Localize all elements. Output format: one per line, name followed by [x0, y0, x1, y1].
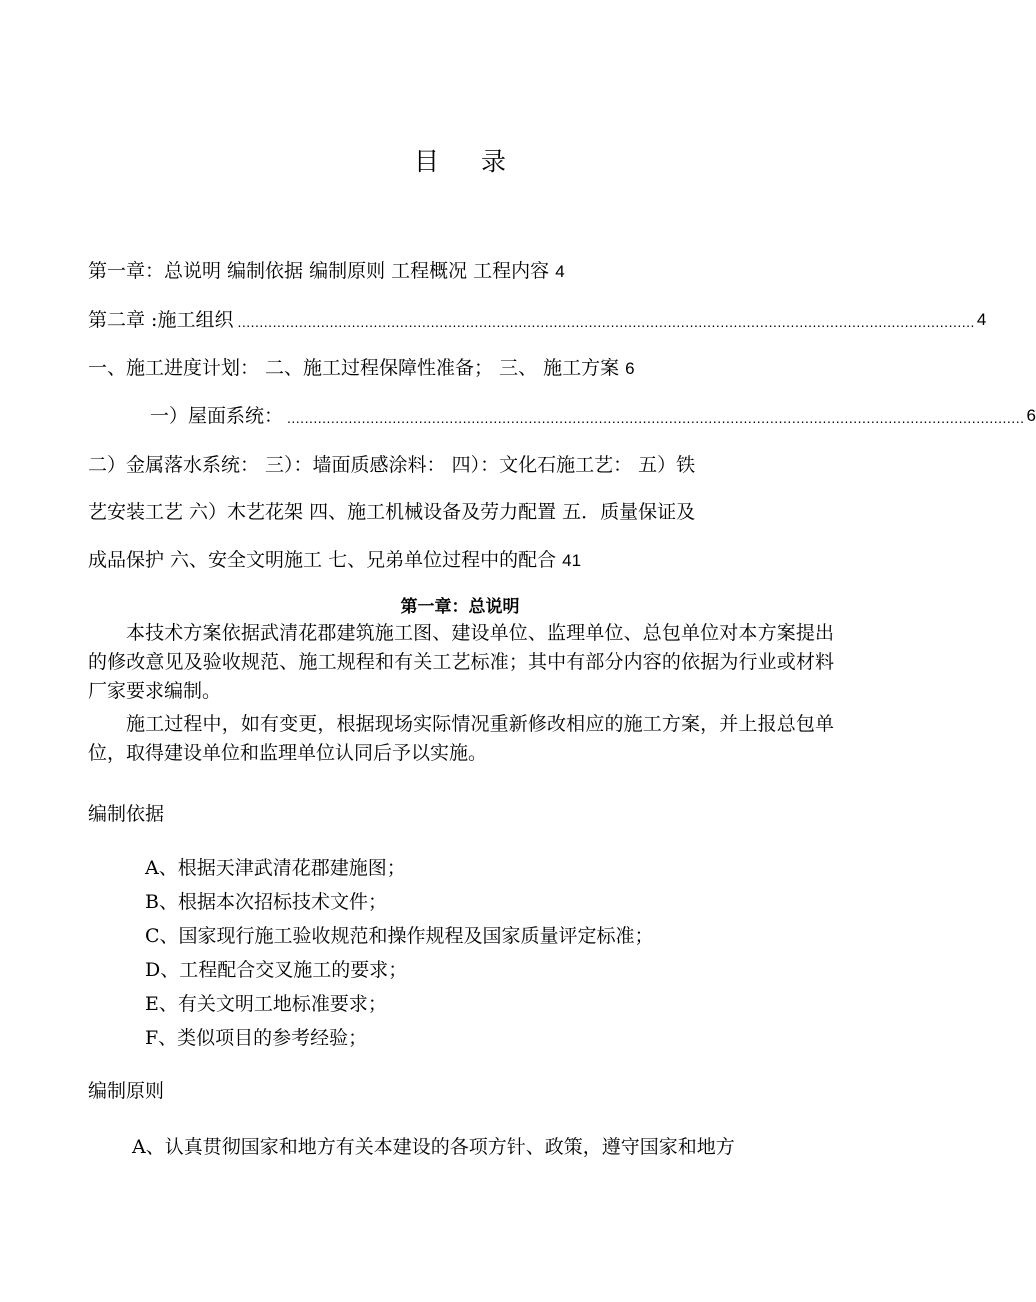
toc-entry-line7[interactable]	[88, 548, 581, 573]
toc-page-number: 6	[625, 359, 635, 378]
toc-page-number: 4	[555, 262, 565, 281]
toc-page-number: 6	[1026, 406, 1036, 425]
toc-title-char-2: 录	[481, 147, 507, 176]
toc-page-number: 41	[562, 551, 582, 570]
toc-entry-text: 第二章 :施工组织	[88, 309, 234, 331]
toc-entry-text: 一、施工进度计划： 二、施工过程保障性准备； 三、 施工方案	[88, 357, 626, 379]
paragraph-changes: 施工过程中，如有变更，根据现场实际情况重新修改相应的施工方案，并上报总包单位，取得建设单位和监理单位认同后予以实施。	[88, 713, 834, 764]
toc-entry-text: 二）金属落水系统： 三）：墙面质感涂料： 四）：文化石施工艺： 五）铁	[88, 454, 696, 476]
principle-item: A、认真贯彻国家和地方有关本建设的各项方针、政策，遵守国家和地方	[132, 1136, 735, 1158]
toc-title-char-1: 目	[413, 147, 439, 176]
toc-entry-text: 一）屋面系统：	[150, 405, 284, 427]
basis-item: B、根据本次招标技术文件；	[145, 891, 387, 913]
chapter-title: 第一章：总说明	[400, 597, 520, 617]
basis-item: E、有关文明工地标准要求；	[145, 993, 387, 1015]
basis-item: D、工程配合交叉施工的要求；	[145, 959, 408, 981]
toc-entry-line6[interactable]	[88, 500, 695, 524]
section-heading-basis: 编制依据	[88, 803, 165, 825]
section-heading-principles: 编制原则	[88, 1080, 165, 1102]
toc-entry-text: 第一章：总说明 编制依据 编制原则 工程概况 工程内容	[88, 260, 556, 282]
toc-title	[0, 142, 920, 178]
basis-item: C、国家现行施工验收规范和操作规程及国家质量评定标准；	[145, 925, 654, 947]
basis-item: A、根据天津武清花郡建施图；	[145, 857, 406, 879]
toc-leader-dots: ........................................................................................................................................................................	[237, 314, 975, 330]
toc-entry-section-line3[interactable]	[88, 356, 635, 381]
toc-leader-dots: ........................................................................................................................................................................	[287, 410, 1025, 426]
toc-entry-line5[interactable]	[88, 453, 695, 477]
paragraph-intro: 本技术方案依据武清花郡建筑施工图、建设单位、监理单位、总包单位对本方案提出的修改意见及验收规范、施工规程和有关工艺标准；其中有部分内容的依据为行业或材料厂家要求编制。	[88, 622, 834, 702]
toc-entry-text: 成品保护 六、安全文明施工 七、兄弟单位过程中的配合	[88, 549, 563, 571]
toc-entry-chapter2[interactable]	[88, 308, 987, 332]
toc-entry-roof-system[interactable]	[150, 404, 1036, 428]
toc-page-number: 4	[976, 310, 987, 329]
basis-item: F、类似项目的参考经验；	[145, 1027, 368, 1049]
toc-entry-text: 艺安装工艺 六）木艺花架 四、施工机械设备及劳力配置 五．质量保证及	[88, 501, 696, 523]
toc-entry-chapter1[interactable]	[88, 259, 565, 284]
